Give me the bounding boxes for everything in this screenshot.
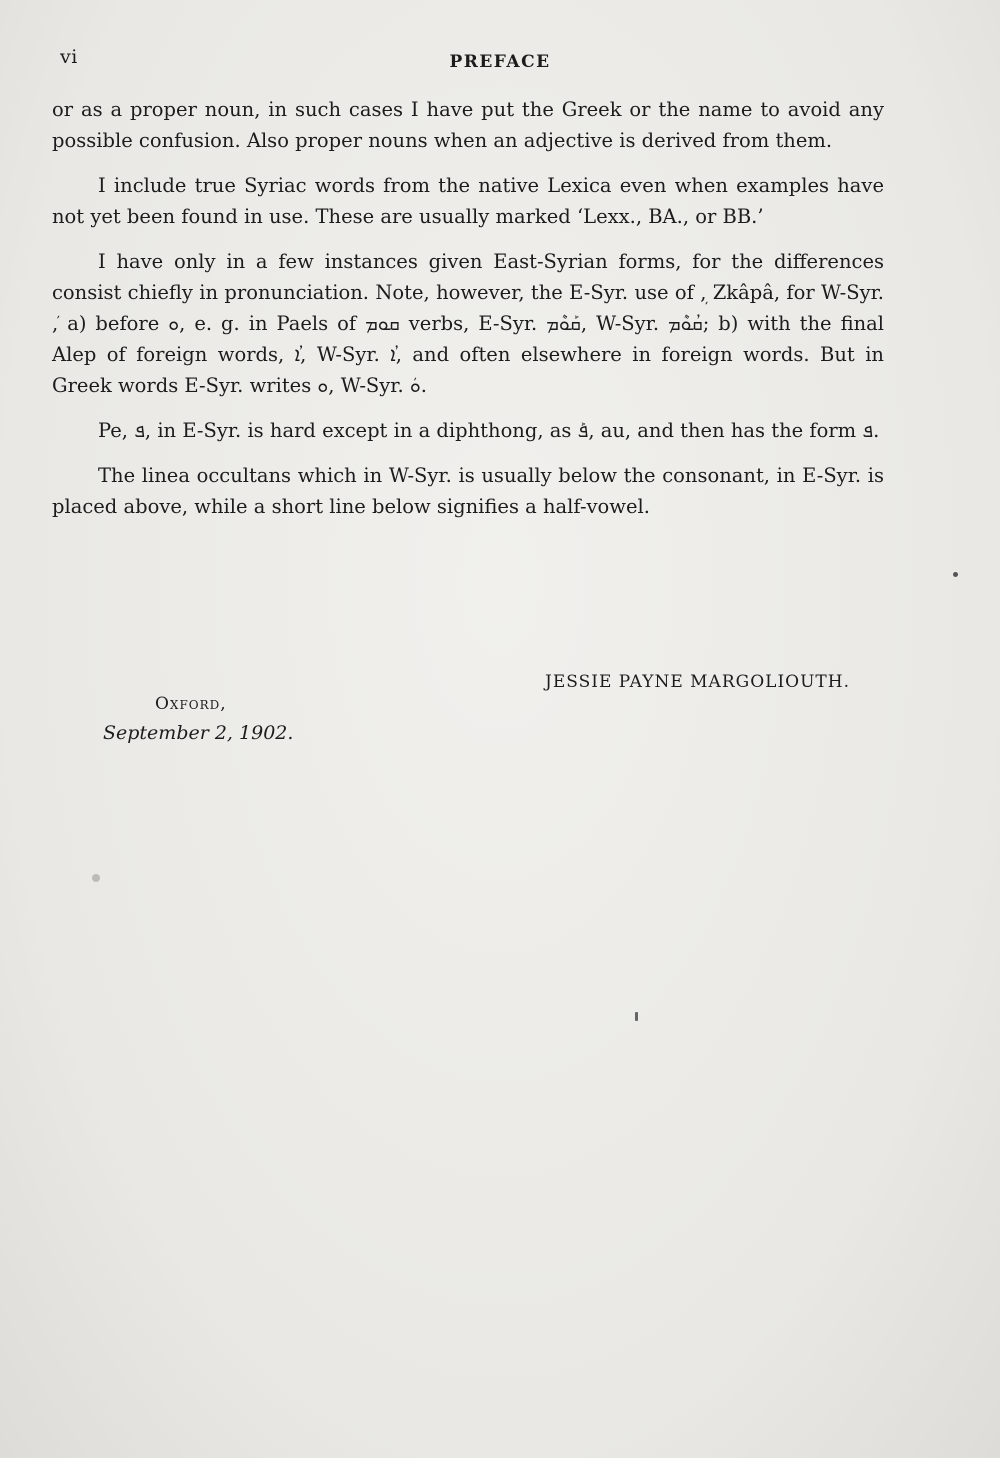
paragraph-2: I include true Syriac words from the native Lexica even when examples have not yet been found in use. These are usually marked ‘Lexx., BA., or BB.’ [52,174,884,228]
paragraph-4: Pe, ܦ, in E-Syr. is hard except in a diphthong, as ܰܦ, au, and then has the form ܦ. [98,419,880,442]
page-number: vi [60,46,78,68]
paper-speck [92,874,100,882]
paragraph-1: or as a proper noun, in such cases I have put the Greek or the name to avoid any possible confusion. Also proper nouns when an adjective is derived from them. [52,98,884,152]
place-line: Oxford, [155,694,227,714]
paper-speck [635,1012,638,1021]
date-line: September 2, 1902. [103,722,294,744]
paper-speck [953,572,958,577]
body-text [52,94,884,536]
running-head: PREFACE [449,52,551,72]
author-signature: JESSIE PAYNE MARGOLIOUTH. [545,672,850,692]
paragraph-5: The linea occultans which in W-Syr. is usually below the consonant, in E-Syr. is placed above, while a short line below signifies a half-vowel. [52,464,884,518]
paragraph-3: I have only in a few instances given East-Syrian forms, for the differences consist chiefly in pronunciation. Note, however, the E-Syr. use of ܼ, Zkâpâ, for W-Syr. ܿ, a) before ܘ, e. g. in Paels of ܩܘܡ verbs, E-Syr. ܩܰܘܶܡ, W-Syr. ܩܳܘܶܡ; b) with the final Alep of foreign words, ܳܐ, W-Syr. ܳܐ, and often elsewhere in foreign words. But in Greek words E-Syr. writes ܘ, W-Syr. ܘܿ. [52,250,885,397]
